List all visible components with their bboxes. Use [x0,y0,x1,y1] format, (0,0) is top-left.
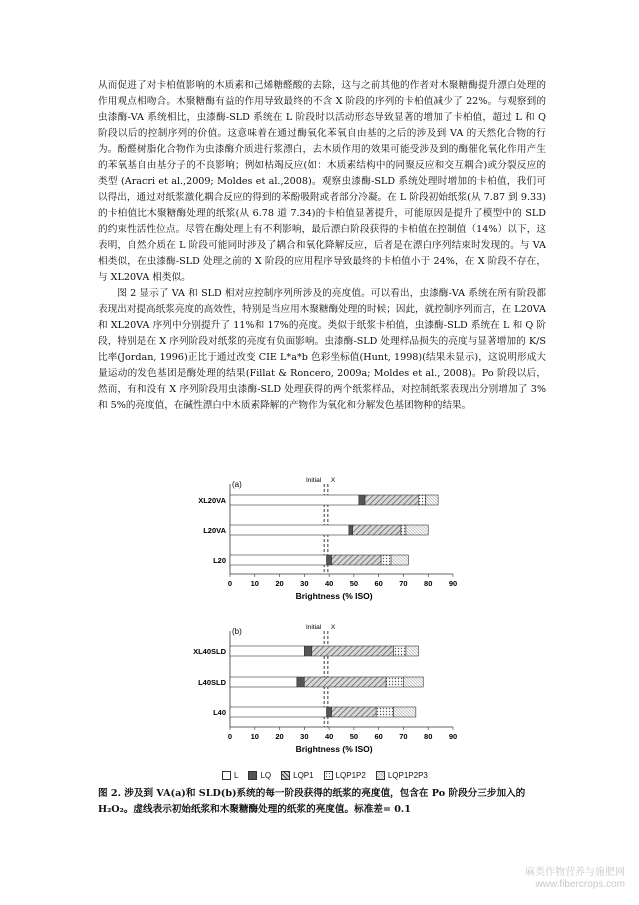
figure-2 [160,476,480,766]
legend-item-lq [248,771,271,780]
x-tick-label: 50 [349,732,359,741]
bar-segment [406,525,428,535]
bar-segment [386,677,403,687]
reference-line-label: Initial [305,477,322,484]
paragraph-1: 从而促进了对卡柏值影响的木质素和己烯糖醛酸的去除，这与之前其他的作者对木聚糖酶提升漂白处理的作用观点相吻合。木聚糖酶有益的作用导致最终的不含 X 阶段的序列的卡柏值减少了 22%。与观察到的虫漆酶-VA 系统相比，虫漆酶-SLD 系统在 L 阶段时以活动形态导致显著的增加了卡柏值，超过 L 和 Q 阶段以后的控制序列的价值。这意味着在通过酶氧化苯氧自由基的之后的涉及到 VA 的天然化合物的行为。酚醛树脂化合物作为虫漆酶介质进行浆漂白，去木质作用的效果可能受涉及到的酶催化氧化作用产生的苯氧基自由基分子的不良影响；例如枯竭反应(如：木质素结构中的同聚反应和交互耦合)或分裂反应的类型 (Aracri et al.,2009; Moldes et al.,2008)。观察虫漆酶-SLD 系统处理时增加的卡柏值，我们可以得出，通过对纸浆激化耦合反应的得到的苯酚吸附或者部分冷凝。在 L 阶段初始纸浆(从 7.87 到 9.33)的卡柏值比木聚糖酶处理的纸浆(从 6.78 道 7.34)的卡柏值显著提升，可能原因是提升了模型中的 SLD 的约束性活性位点。尽管在酶处理上有不利影响，最后漂白阶段获得的卡柏值在控制值（14%）以下，这表明，自然介质在 L 阶段可能同时涉及了耦合和氧化降解反应，后者是在漂白序列结束时发现的。与 VA 相类似，在虫漆酶-SLD 处理之前的 X 阶段的应用程序导致最终的卡柏值小于 24%，在 X 阶段不存在，与 XL20VA 相类似。 [98,80,546,283]
category-label: L40SLD [198,678,226,687]
x-tick-label: 80 [424,732,433,741]
legend-swatch-lq [248,771,257,780]
bar-segment [394,646,406,656]
reference-line-label: X [330,477,336,484]
body-text [98,78,546,414]
legend-label-lqp1: LQP1 [293,771,314,780]
bar-segment [401,525,406,535]
bar-segment [327,555,332,565]
panel-label: (a) [232,480,242,489]
x-axis-title: Brightness (% ISO) [295,744,373,754]
x-tick-label: 80 [424,579,433,588]
reference-line-label: X [330,624,336,631]
watermark [525,867,625,891]
watermark-line-2: www.fibercrops.com [535,879,625,890]
x-tick-label: 20 [275,732,284,741]
legend-swatch-lqp1 [281,771,290,780]
bar-segment [394,707,416,717]
x-tick-label: 30 [300,732,309,741]
x-tick-label: 40 [324,732,334,741]
x-axis-title: Brightness (% ISO) [295,591,373,601]
bar-segment [376,707,393,717]
bar-segment [297,677,304,687]
legend-swatch-lqp1p2 [324,771,333,780]
legend-label-lqp1p2: LQP1P2 [335,771,366,780]
legend-swatch-l [222,771,231,780]
bar-segment [406,646,418,656]
bar-segment [230,677,297,687]
brightness-chart [160,476,480,766]
bar-segment [381,555,391,565]
category-label: XL20VA [198,496,226,505]
x-tick-label: 70 [399,579,408,588]
x-tick-label: 60 [374,732,383,741]
watermark-line-1: 麻类作物营养与施肥网 [525,867,625,878]
panel-label: (b) [232,627,242,636]
legend-label-lq: LQ [260,771,272,780]
bar-segment [391,555,408,565]
x-tick-label: 10 [250,732,259,741]
bar-segment [230,646,304,656]
x-tick-label: 50 [349,579,359,588]
category-label: L40 [213,708,226,717]
legend-item-lqp1 [281,771,313,780]
bar-segment [230,495,359,505]
legend-label-l: L [234,771,239,780]
bar-segment [332,555,382,565]
bar-segment [230,525,349,535]
reference-line-label: Initial [305,624,322,631]
x-tick-label: 70 [399,732,408,741]
chart-legend [222,771,472,780]
legend-item-lqp1p2p3 [376,771,428,780]
x-tick-label: 0 [227,579,233,588]
bar-segment [349,525,353,535]
category-label: L20VA [203,526,226,535]
bar-segment [365,495,418,505]
category-label: L20 [213,556,226,565]
bar-segment [353,525,401,535]
x-tick-label: 40 [324,579,334,588]
bar-segment [304,646,311,656]
bar-segment [403,677,423,687]
legend-item-l [222,771,238,780]
x-tick-label: 60 [374,579,383,588]
legend-label-lqp1p2p3: LQP1P2P3 [387,771,428,780]
bar-segment [312,646,394,656]
bar-segment [327,707,332,717]
legend-swatch-lqp1p2p3 [376,771,385,780]
legend-item-lqp1p2 [324,771,366,780]
bar-segment [418,495,425,505]
category-label: XL40SLD [193,647,226,656]
bar-segment [230,555,327,565]
bar-segment [230,707,327,717]
bar-segment [359,495,365,505]
bar-segment [304,677,386,687]
figure-caption: 图 2. 涉及到 VA(a)和 SLD(b)系统的每一阶段获得的纸浆的亮度值，包含在 Po 阶段分三步加入的 H₂O₂。虚线表示初始纸浆和木聚糖酶处理的纸浆的亮度值。标准差= 0.1 [98,788,526,815]
paragraph-2: 图 2 显示了 VA 和 SLD 相对应控制序列所涉及的亮度值。可以看出，虫漆酶-VA 系统在所有阶段都表现出对提高纸浆亮度的高效性，特别是当应用木聚糖酶处理的时候；因此，就控制序列而言，在 L20VA 和 XL20VA 序列中分别提升了 11%和 17%的亮度。类似于纸浆卡柏值，虫漆酶-SLD 系统在 L 和 Q 阶段，特别是在 X 序列阶段对纸浆的亮度有负面影响。虫漆酶-SLD 处理样品损失的亮度与显著增加的 K/S 比率(Jordan, 1996)正比于通过改变 CIE L*a*b 色彩坐标值(Hunt, 1998)(结果未显示)，这说明形成大量运动的发色基团是酶处理的结果(Fillat & Roncero, 2009a; Moldes et al., 2008)。Po 阶段以后，然而，有和没有 X 序列阶段用虫漆酶-SLD 处理获得的两个纸浆样品，对控制纸浆表现出分别增加了 3%和 5%的亮度值，在碱性漂白中木质素降解的产物作为氧化和分解发色基团物种的结果。 [98,288,546,411]
x-tick-label: 90 [448,732,458,741]
x-tick-label: 30 [300,579,309,588]
bar-segment [426,495,438,505]
bar-segment [332,707,377,717]
x-tick-label: 0 [227,732,233,741]
x-tick-label: 10 [250,579,259,588]
x-tick-label: 20 [275,579,284,588]
x-tick-label: 90 [448,579,458,588]
